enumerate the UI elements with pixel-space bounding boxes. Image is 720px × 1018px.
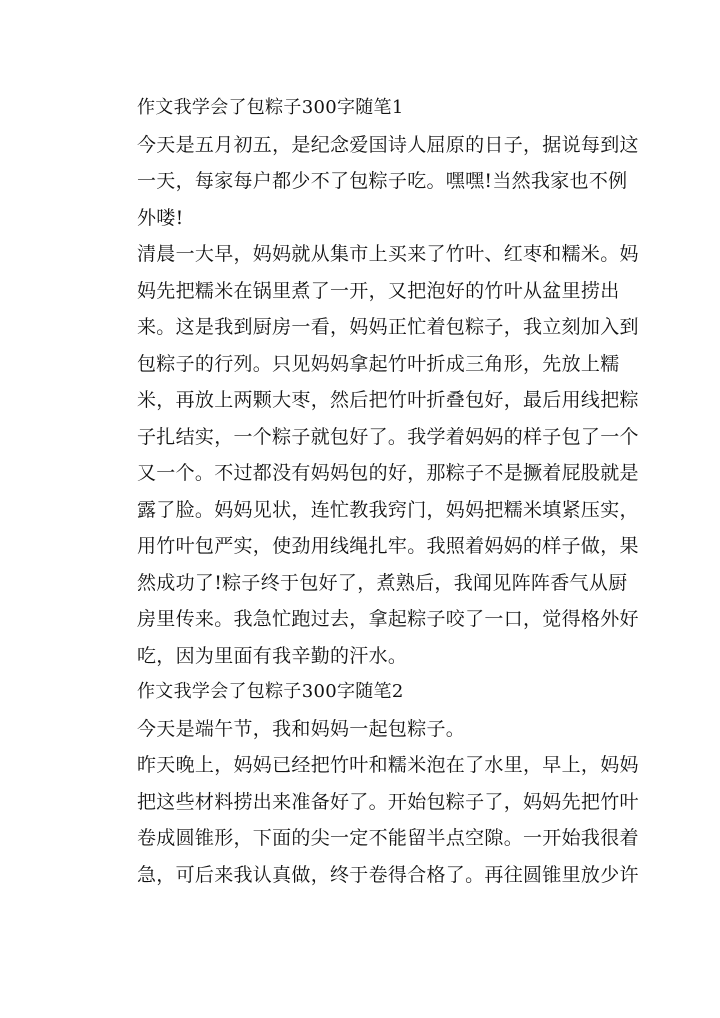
- document-body: [137, 90, 639, 893]
- text-line: 用竹叶包严实，使劲用线绳扎牢。我照着妈妈的样子做，果: [137, 535, 639, 557]
- text-line: 来。这是我到厨房一看，妈妈正忙着包粽子，我立刻加入到: [137, 316, 639, 338]
- text-line: 昨天晚上，妈妈已经把竹叶和糯米泡在了水里，早上，妈妈: [137, 754, 639, 776]
- text-line: 吃，因为里面有我辛勤的汗水。: [137, 644, 408, 667]
- text-line: 外喽!: [137, 206, 184, 229]
- essay-title-2: 作文我学会了包粽子300字随笔2: [137, 681, 404, 702]
- essay-title-1: 作文我学会了包粽子300字随笔1: [137, 97, 404, 118]
- text-line: 把这些材料捞出来准备好了。开始包粽子了，妈妈先把竹叶: [137, 790, 639, 813]
- text-line: 房里传来。我急忙跑过去，拿起粽子咬了一口，觉得格外好: [137, 608, 639, 630]
- text-line: 急，可后来我认真做，终于卷得合格了。再往圆锥里放少许: [137, 863, 639, 886]
- text-line: 今天是五月初五，是纪念爱国诗人屈原的日子，据说每到这: [137, 133, 639, 156]
- text-line: 然成功了!粽子终于包好了，煮熟后，我闻见阵阵香气从厨: [137, 571, 628, 594]
- text-line: 子扎结实，一个粽子就包好了。我学着妈妈的样子包了一个: [137, 425, 639, 448]
- text-line: 今天是端午节，我和妈妈一起包粽子。: [137, 717, 466, 740]
- text-line: 清晨一大早，妈妈就从集市上买来了竹叶、红枣和糯米。妈: [137, 243, 639, 265]
- text-line: 卷成圆锥形，下面的尖一定不能留半点空隙。一开始我很着: [137, 827, 639, 849]
- text-line: 包粽子的行列。只见妈妈拿起竹叶折成三角形，先放上糯: [137, 352, 620, 375]
- text-line: 米，再放上两颗大枣，然后把竹叶折叠包好，最后用线把粽: [137, 389, 639, 411]
- text-line: 一天，每家每户都少不了包粽子吃。嘿嘿!当然我家也不例: [137, 170, 628, 192]
- text-line: 妈先把糯米在锅里煮了一开，又把泡好的竹叶从盆里捞出: [137, 279, 620, 302]
- text-line: 又一个。不过都没有妈妈包的好，那粽子不是撅着屁股就是: [137, 462, 639, 484]
- text-line: 露了脸。妈妈见状，连忙教我窍门，妈妈把糯米填紧压实，: [137, 498, 639, 521]
